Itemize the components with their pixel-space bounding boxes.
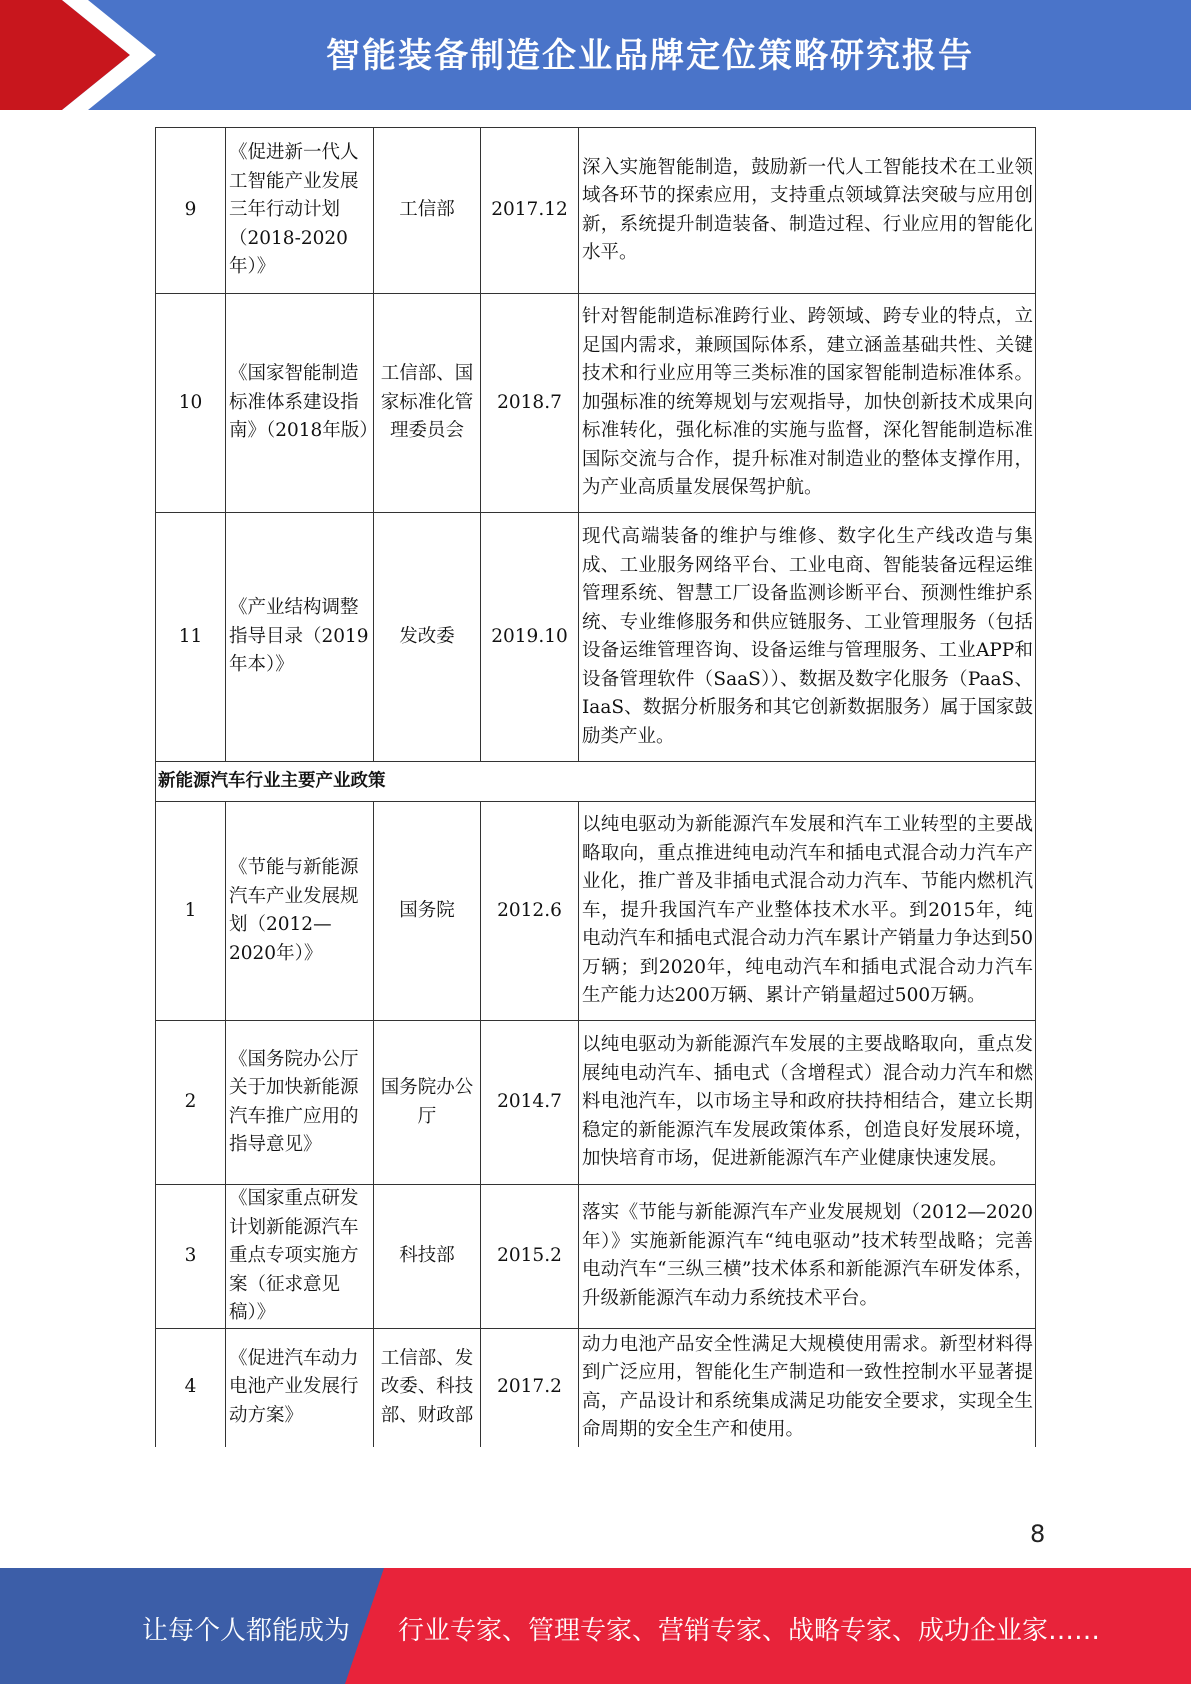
issuing-department: 发改委 — [374, 513, 481, 762]
section-title: 新能源汽车行业主要产业政策 — [156, 762, 1036, 802]
policy-description: 动力电池产品安全性满足大规模使用需求。新型材料得到广泛应用，智能化生产制造和一致性控制水平显著提高，产品设计和系统集成满足功能安全要求，实现全生命周期的安全生产和使用。 — [579, 1328, 1036, 1447]
policy-description: 深入实施智能制造，鼓励新一代人工智能技术在工业领域各环节的探索应用，支持重点领域算法突破与应用创新，系统提升制造装备、制造过程、行业应用的智能化水平。 — [579, 128, 1036, 294]
header-banner — [0, 0, 1191, 110]
policy-description: 以纯电驱动为新能源汽车发展和汽车工业转型的主要战略取向，重点推进纯电动汽车和插电式混合动力汽车产业化，推广普及非插电式混合动力汽车、节能内燃机汽车，提升我国汽车产业整体技术水平。到2015年，纯电动汽车和插电式混合动力汽车累计产销量力争达到50万辆；到2020年，纯电动汽车和插电式混合动力汽车生产能力达200万辆、累计产销量超过500万辆。 — [579, 802, 1036, 1021]
policy-name: 《国家智能制造标准体系建设指南》（2018年版） — [226, 294, 374, 513]
row-number: 2 — [156, 1021, 226, 1185]
report-title: 智能装备制造企业品牌定位策略研究报告 — [326, 36, 974, 76]
row-number: 11 — [156, 513, 226, 762]
row-number: 3 — [156, 1185, 226, 1329]
policy-name: 《促进新一代人工智能产业发展三年行动计划（2018-2020年）》 — [226, 128, 374, 294]
footer-slogan-right: 行业专家、管理专家、营销专家、战略专家、成功企业家…… — [398, 1616, 1101, 1646]
issue-date: 2017.12 — [481, 128, 579, 294]
issue-date: 2014.7 — [481, 1021, 579, 1185]
table-row — [156, 1185, 1036, 1329]
table-row — [156, 294, 1036, 513]
table-row — [156, 128, 1036, 294]
issuing-department: 工信部 — [374, 128, 481, 294]
page-number: 8 — [1030, 1520, 1046, 1548]
issue-date: 2017.2 — [481, 1328, 579, 1447]
table-row — [156, 1328, 1036, 1447]
policy-name: 《促进汽车动力电池产业发展行动方案》 — [226, 1328, 374, 1447]
policy-name: 《节能与新能源汽车产业发展规划（2012—2020年）》 — [226, 802, 374, 1021]
policy-name: 《产业结构调整指导目录（2019年本）》 — [226, 513, 374, 762]
footer-banner — [0, 1568, 1191, 1684]
issue-date: 2012.6 — [481, 802, 579, 1021]
footer-slogan-left: 让每个人都能成为 — [142, 1616, 351, 1646]
row-number: 4 — [156, 1328, 226, 1447]
table-row — [156, 513, 1036, 762]
issuing-department: 工信部、国家标准化管理委员会 — [374, 294, 481, 513]
section-row — [156, 762, 1036, 802]
issue-date: 2015.2 — [481, 1185, 579, 1329]
policy-name: 《国务院办公厅关于加快新能源汽车推广应用的指导意见》 — [226, 1021, 374, 1185]
policy-description: 现代高端装备的维护与维修、数字化生产线改造与集成、工业服务网络平台、工业电商、智能装备远程运维管理系统、智慧工厂设备监测诊断平台、预测性维护系统、专业维修服务和供应链服务、工业管理服务（包括设备运维管理咨询、设备运维与管理服务、工业APP和设备管理软件（SaaS））、数据及数字化服务（PaaS、IaaS、数据分析服务和其它创新数据服务）属于国家鼓励类产业。 — [579, 513, 1036, 762]
issuing-department: 科技部 — [374, 1185, 481, 1329]
policy-description: 以纯电驱动为新能源汽车发展的主要战略取向，重点发展纯电动汽车、插电式（含增程式）混合动力汽车和燃料电池汽车，以市场主导和政府扶持相结合，建立长期稳定的新能源汽车发展政策体系，创造良好发展环境，加快培育市场，促进新能源汽车产业健康快速发展。 — [579, 1021, 1036, 1185]
policy-description: 落实《节能与新能源汽车产业发展规划（2012—2020年）》实施新能源汽车“纯电驱动”技术转型战略；完善电动汽车“三纵三横”技术体系和新能源汽车研发体系，升级新能源汽车动力系统技术平台。 — [579, 1185, 1036, 1329]
issue-date: 2018.7 — [481, 294, 579, 513]
row-number: 9 — [156, 128, 226, 294]
policy-name: 《国家重点研发计划新能源汽车重点专项实施方案（征求意见稿）》 — [226, 1185, 374, 1329]
row-number: 10 — [156, 294, 226, 513]
table-row — [156, 1021, 1036, 1185]
row-number: 1 — [156, 802, 226, 1021]
table-row — [156, 802, 1036, 1021]
issuing-department: 国务院 — [374, 802, 481, 1021]
issue-date: 2019.10 — [481, 513, 579, 762]
issuing-department: 国务院办公厅 — [374, 1021, 481, 1185]
policy-table — [155, 127, 1036, 1447]
issuing-department: 工信部、发改委、科技部、财政部 — [374, 1328, 481, 1447]
policy-description: 针对智能制造标准跨行业、跨领域、跨专业的特点，立足国内需求，兼顾国际体系，建立涵盖基础共性、关键技术和行业应用等三类标准的国家智能制造标准体系。加强标准的统筹规划与宏观指导，加快创新技术成果向标准转化，强化标准的实施与监督，深化智能制造标准国际交流与合作，提升标准对制造业的整体支撑作用，为产业高质量发展保驾护航。 — [579, 294, 1036, 513]
